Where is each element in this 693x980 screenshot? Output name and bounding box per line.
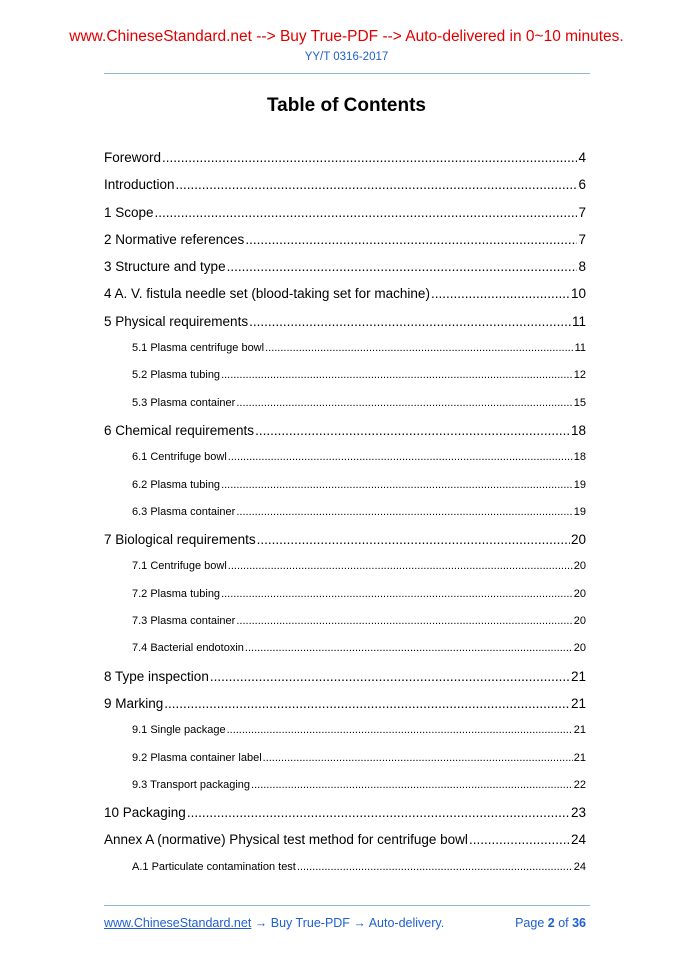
toc-leader-dots xyxy=(263,745,573,772)
toc-entry[interactable] xyxy=(104,199,586,226)
toc-entry-page: 20 xyxy=(570,532,586,548)
toc-entry-page: 21 xyxy=(570,668,586,684)
toc-entry[interactable] xyxy=(104,417,586,444)
toc-leader-dots xyxy=(255,417,570,444)
toc-entry[interactable] xyxy=(104,717,586,744)
toc-entry-label: Foreword xyxy=(104,150,162,165)
toc-entry[interactable] xyxy=(104,526,586,553)
toc-entry-page: 20 xyxy=(573,642,586,655)
toc-entry-label: 3 Structure and type xyxy=(104,259,226,275)
page-total: 36 xyxy=(572,916,586,930)
toc-entry-label: 6.2 Plasma tubing xyxy=(132,478,221,491)
toc-entry[interactable] xyxy=(104,472,586,499)
toc-entry-label: 9 Marking xyxy=(104,695,164,711)
toc-entry[interactable] xyxy=(104,171,586,198)
footer-text: → Buy True-PDF → Auto-delivery. xyxy=(251,916,445,930)
page-prefix: Page xyxy=(515,916,548,930)
toc-entry[interactable] xyxy=(104,690,586,717)
toc-leader-dots xyxy=(236,390,572,417)
toc-leader-dots xyxy=(228,553,573,580)
toc-entry-label: Introduction xyxy=(104,177,175,193)
toc-entry-label: 9.1 Single package xyxy=(132,724,226,737)
toc-entry-page: 11 xyxy=(571,313,586,329)
toc-entry-page: 11 xyxy=(574,342,586,355)
toc-leader-dots xyxy=(249,308,571,335)
toc-leader-dots xyxy=(431,280,570,307)
toc-leader-dots xyxy=(297,854,573,881)
page-footer xyxy=(104,916,586,930)
toc-entry[interactable] xyxy=(104,226,586,253)
toc-entry[interactable] xyxy=(104,854,586,881)
toc-leader-dots xyxy=(221,362,573,389)
toc-leader-dots xyxy=(227,253,578,280)
toc-entry-label: 2 Normative references xyxy=(104,231,245,247)
toc-leader-dots xyxy=(176,171,578,198)
toc-entry-page: 18 xyxy=(570,422,586,438)
toc-leader-dots xyxy=(245,226,577,253)
footer-link[interactable]: www.ChineseStandard.net xyxy=(104,916,252,930)
toc-entry-label: 7 Biological requirements xyxy=(104,532,256,548)
toc-entry-page: 21 xyxy=(570,695,586,711)
toc-entry-label: 7.3 Plasma container xyxy=(132,615,236,628)
page-title: Table of Contents xyxy=(266,95,427,116)
toc-entry-label: 6.1 Centrifuge bowl xyxy=(132,451,227,464)
toc-entry-page: 23 xyxy=(570,805,586,821)
toc-entry-page: 19 xyxy=(573,478,586,491)
toc-entry[interactable] xyxy=(104,745,586,772)
toc-entry-label: 8 Type inspection xyxy=(104,668,209,684)
toc-leader-dots xyxy=(469,826,570,853)
header-divider xyxy=(104,73,590,74)
toc-entry[interactable] xyxy=(104,390,586,417)
toc-entry-label: 10 Packaging xyxy=(104,805,186,821)
toc-entry-page: 20 xyxy=(573,615,586,628)
toc-entry-page: 19 xyxy=(573,505,586,518)
table-of-contents xyxy=(104,144,586,881)
header-banner[interactable]: www.ChineseStandard.net --> Buy True-PDF --> Auto-delivered in 0~10 minutes. xyxy=(69,28,624,45)
toc-entry[interactable] xyxy=(104,308,586,335)
page-current: 2 xyxy=(547,916,555,930)
toc-entry-label: 6 Chemical requirements xyxy=(104,422,255,438)
toc-entry-page: 24 xyxy=(570,832,586,848)
toc-entry-page: 7 xyxy=(578,204,586,220)
toc-entry-page: 6 xyxy=(578,177,586,193)
toc-entry-label: 5 Physical requirements xyxy=(104,313,249,329)
toc-entry-label: 6.3 Plasma container xyxy=(132,505,236,518)
toc-entry[interactable] xyxy=(104,635,586,662)
toc-entry-page: 20 xyxy=(573,587,586,600)
toc-entry[interactable] xyxy=(104,581,586,608)
toc-entry[interactable] xyxy=(104,499,586,526)
toc-leader-dots xyxy=(162,144,577,171)
toc-entry[interactable] xyxy=(104,772,586,799)
toc-entry-page: 21 xyxy=(573,751,586,764)
toc-entry-label: 9.2 Plasma container label xyxy=(132,751,262,764)
toc-leader-dots xyxy=(265,335,574,362)
toc-entry-page: 20 xyxy=(573,560,586,573)
toc-leader-dots xyxy=(236,499,572,526)
toc-entry-label: 1 Scope xyxy=(104,204,154,220)
toc-leader-dots xyxy=(245,635,573,662)
toc-entry-page: 12 xyxy=(573,369,586,382)
toc-entry-page: 22 xyxy=(573,778,586,791)
toc-entry[interactable] xyxy=(104,362,586,389)
toc-entry-label: 4 A. V. fistula needle set (blood-taking set for machine) xyxy=(104,286,430,302)
toc-leader-dots xyxy=(187,799,570,826)
toc-entry[interactable] xyxy=(104,553,586,580)
toc-entry-label: A.1 Particulate contamination test xyxy=(132,860,296,873)
toc-entry-label: 5.1 Plasma centrifuge bowl xyxy=(132,342,265,355)
toc-entry-label: 5.2 Plasma tubing xyxy=(132,369,221,382)
toc-leader-dots xyxy=(164,690,570,717)
toc-entry-page: 4 xyxy=(578,150,586,165)
toc-entry-page: 21 xyxy=(573,724,586,737)
toc-entry-page: 15 xyxy=(573,396,586,409)
toc-entry-page: 24 xyxy=(573,860,586,873)
toc-entry[interactable] xyxy=(104,444,586,471)
toc-leader-dots xyxy=(221,581,573,608)
toc-entry-page: 7 xyxy=(578,231,586,247)
page-of: of xyxy=(554,916,573,930)
toc-entry-page: 8 xyxy=(578,259,586,275)
toc-entry-label: Annex A (normative) Physical test method for centrifuge bowl xyxy=(104,832,468,848)
toc-entry[interactable] xyxy=(104,280,586,307)
toc-entry[interactable] xyxy=(104,799,586,826)
toc-leader-dots xyxy=(221,472,573,499)
toc-leader-dots xyxy=(228,444,573,471)
toc-entry[interactable] xyxy=(104,253,586,280)
toc-leader-dots xyxy=(155,199,578,226)
footer-divider xyxy=(104,905,590,906)
toc-leader-dots xyxy=(210,663,570,690)
document-id: YY/T 0316-2017 xyxy=(304,51,389,63)
toc-entry-label: 7.4 Bacterial endotoxin xyxy=(132,642,244,655)
toc-entry-label: 7.1 Centrifuge bowl xyxy=(132,560,227,573)
toc-leader-dots xyxy=(236,608,572,635)
toc-entry-label: 5.3 Plasma container xyxy=(132,396,236,409)
toc-leader-dots xyxy=(251,772,573,799)
toc-entry-page: 18 xyxy=(573,451,586,464)
toc-entry-label: 9.3 Transport packaging xyxy=(132,778,251,791)
toc-entry-label: 7.2 Plasma tubing xyxy=(132,587,221,600)
toc-entry-page: 10 xyxy=(570,286,586,302)
page-indicator xyxy=(515,916,586,930)
toc-entry[interactable] xyxy=(104,663,586,690)
toc-leader-dots xyxy=(257,526,570,553)
toc-entry[interactable] xyxy=(104,608,586,635)
toc-entry[interactable] xyxy=(104,826,586,853)
toc-entry[interactable] xyxy=(104,335,586,362)
toc-entry[interactable] xyxy=(104,144,586,171)
toc-leader-dots xyxy=(227,717,573,744)
